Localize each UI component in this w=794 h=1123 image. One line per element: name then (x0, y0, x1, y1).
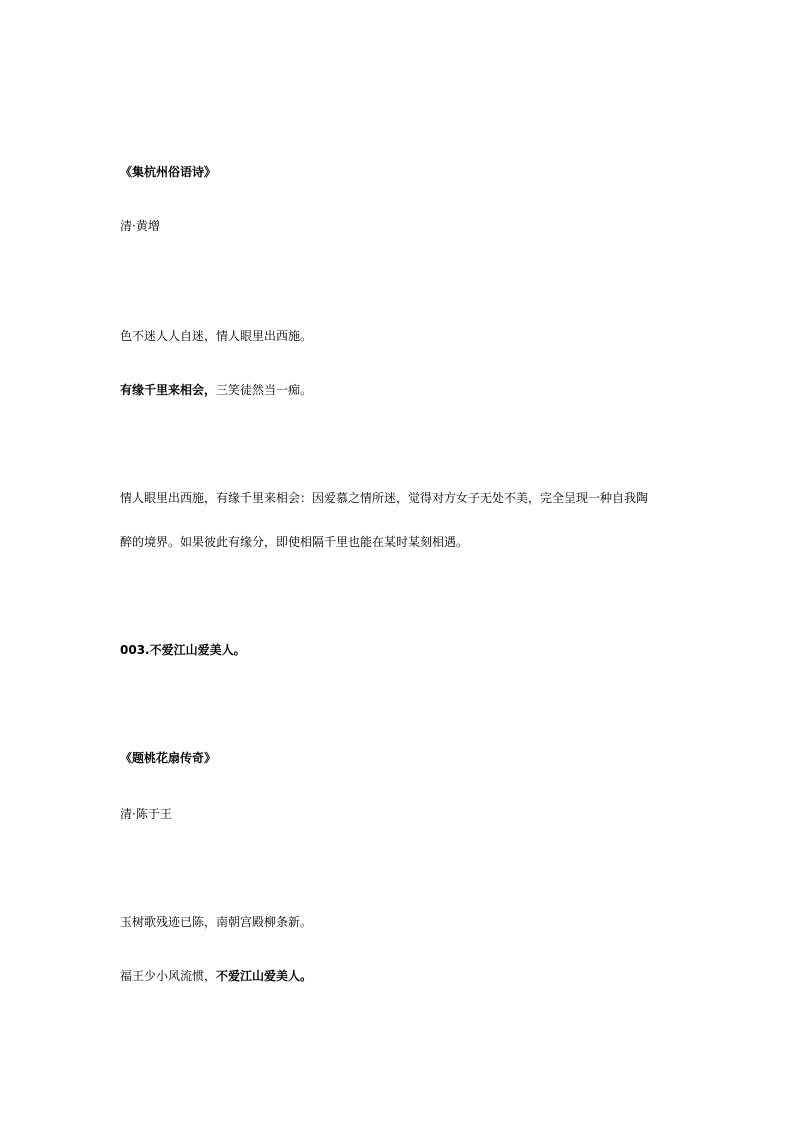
poem1-title: 《集杭州俗语诗》 (120, 165, 217, 179)
poem2-line-2-bold: 不爱江山爱美人。 (216, 969, 313, 983)
poem1-line-2-rest: 三笑徒然当一痴。 (216, 383, 313, 397)
poem1-line-1: 色不迷人人自迷，情人眼里出西施。 (120, 329, 313, 343)
poem2-line-1: 玉树歌残迹已陈，南朝宫殿柳条新。 (120, 915, 313, 929)
poem2-line-2 (120, 968, 312, 984)
explanation-line-2: 醉的境界。如果彼此有缘分，即使相隔千里也能在某时某刻相遇。 (120, 535, 469, 549)
poem2-line-2-rest: 福王少小风流惯， (120, 969, 217, 983)
poem2-author: 清·陈于王 (120, 807, 172, 821)
section-heading: 003.不爱江山爱美人。 (120, 643, 246, 657)
poem1-line-2-bold: 有缘千里来相会， (120, 383, 217, 397)
explanation-line-1: 情人眼里出西施，有缘千里来相会：因爱慕之情所迷，觉得对方女子无处不美，完全呈现一种自我陶 (120, 491, 649, 505)
poem2-title: 《题桃花扇传奇》 (120, 751, 217, 765)
poem1-line-2 (120, 382, 312, 398)
poem1-author: 清·黄增 (120, 219, 160, 233)
